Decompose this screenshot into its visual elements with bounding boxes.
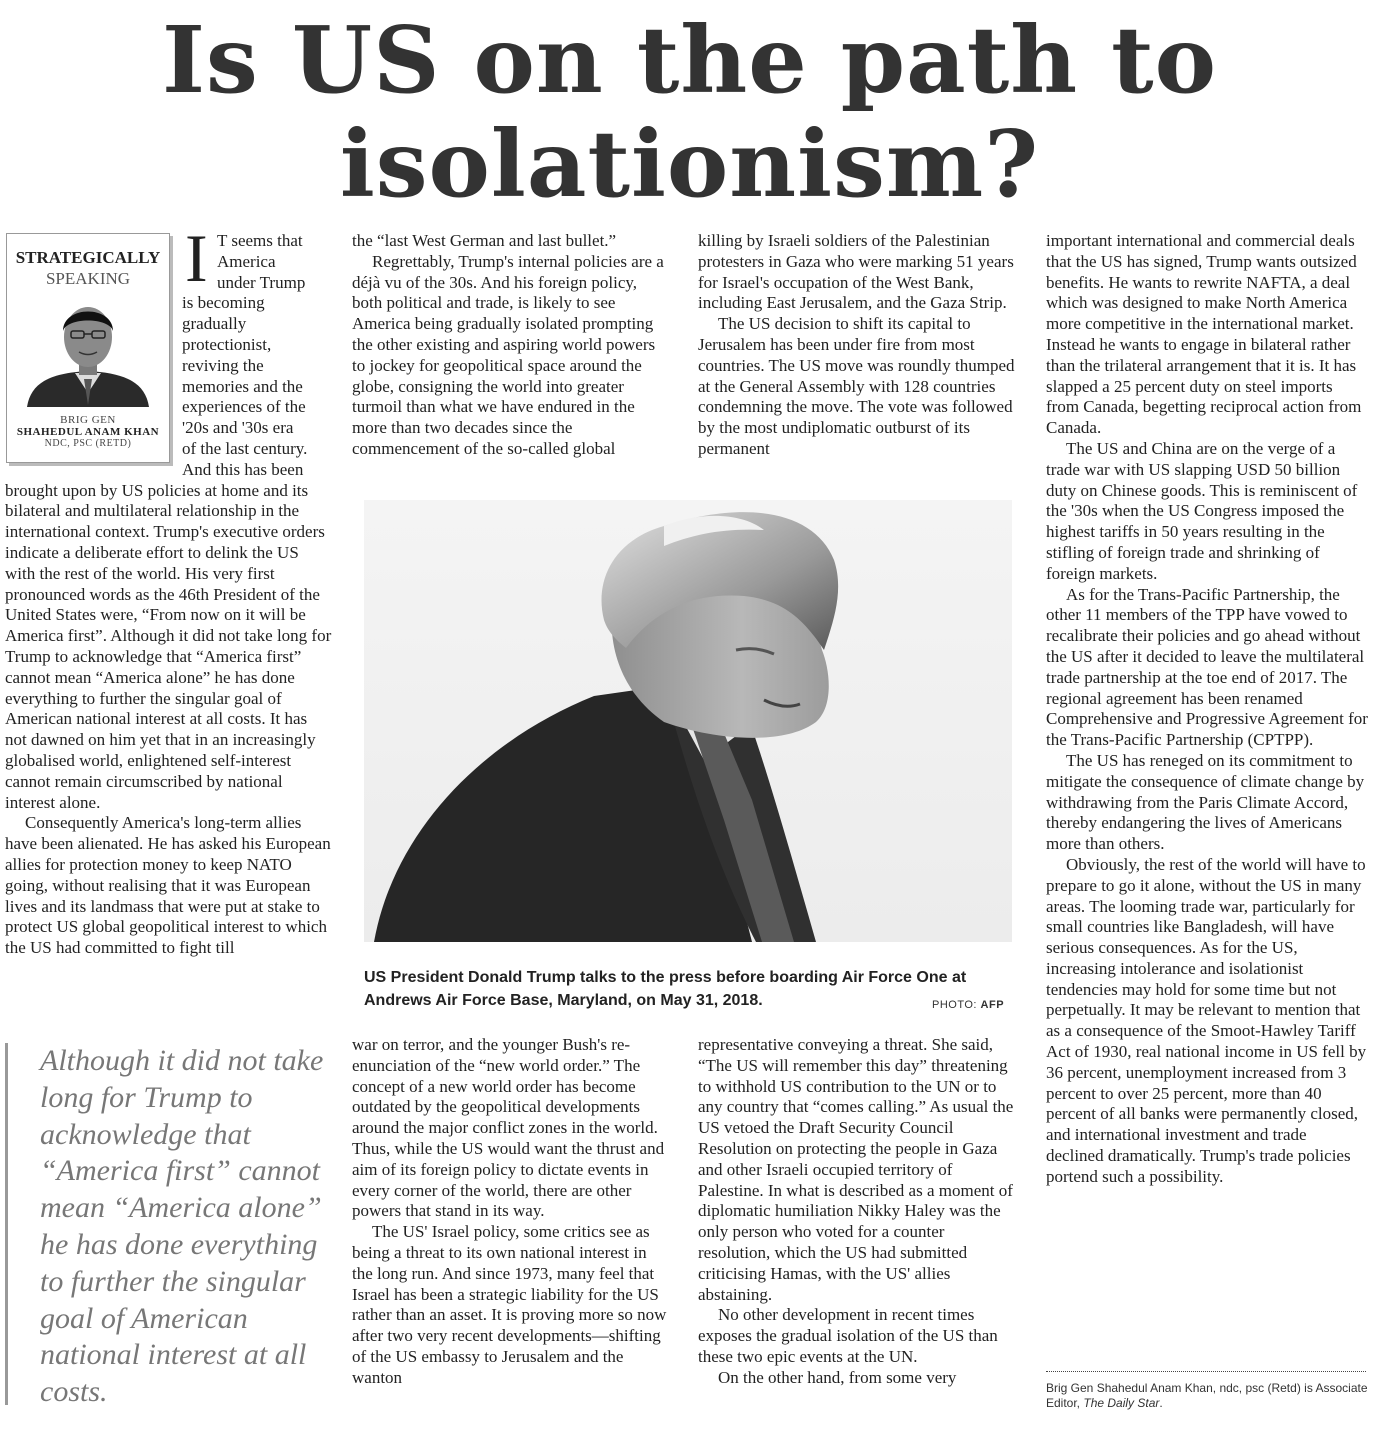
paragraph: The US has reneged on its commitment to mitigate the consequence of climate change by withdrawing from the Paris Climate Accord, thereby endangering the lives of Americans more than others. bbox=[1046, 750, 1365, 854]
col1-line: And this has been bbox=[182, 459, 304, 479]
author-bio-end: . bbox=[1159, 1396, 1163, 1410]
author-bio-text: Brig Gen Shahedul Anam Khan, ndc, psc (Retd) is Associate Editor, bbox=[1046, 1381, 1368, 1410]
col1-line: protectionist, bbox=[182, 334, 272, 354]
author-name: SHAHEDUL ANAM KHAN bbox=[16, 426, 160, 438]
paragraph: Regrettably, Trump's internal policies are a déjà vu of the 30s. And his foreign policy, both political and trade, is likely to see America being gradually isolated prompting the other existing and aspiring world powers to jockey for geopolitical space around the globe, consigning the world into greater turmoil than what we have endured in the more than two decades since the commencement of the so-called global bbox=[352, 251, 664, 458]
col1-line: America bbox=[217, 251, 276, 271]
author-bio bbox=[1046, 1381, 1376, 1411]
col1-line: of the last century. bbox=[182, 438, 308, 458]
column-1-body bbox=[5, 481, 332, 959]
column-4 bbox=[1046, 231, 1368, 1188]
photo-credit-source: AFP bbox=[980, 999, 1005, 1011]
paragraph: The US decision to shift its capital to Jerusalem has been under fire from most countries. The US move was roundly thumped at the General Assembly with 128 countries condemning the move. The vote was followed by the most undiplomatic outburst of its permanent bbox=[698, 314, 1015, 458]
photo-credit bbox=[932, 999, 1004, 1011]
pull-quote bbox=[5, 1043, 338, 1409]
col1-line: reviving the bbox=[182, 355, 264, 375]
drop-cap: I bbox=[185, 220, 208, 296]
headline: Is US on the path to isolationism? bbox=[162, 6, 1217, 218]
paragraph: the “last West German and last bullet.” bbox=[352, 231, 617, 250]
news-photo bbox=[364, 500, 1012, 942]
photo-caption: US President Donald Trump talks to the press before boarding Air Force One at Andrews Air Force Base, Maryland, on May 31, 2018. bbox=[364, 969, 967, 1009]
col1-line: memories and the bbox=[182, 376, 303, 396]
column-2-top bbox=[352, 231, 670, 460]
column-2-bottom bbox=[352, 1035, 670, 1389]
paragraph: brought upon by US policies at home and its bilateral and multilateral relationship in the international context. Trump's executive orders indicate a deliberate effort to delink the US with the rest of the world. His very first pronounced words as the 46th President of the United States were, “From now on it will be America first”. Although it did not take long for Trump to acknowledge that “America first” cannot mean “America alone” he has done everything to further the singular goal of American national interest at all costs. It has not dawned on him yet that in an increasingly globalised world, enlightened self-interest cannot remain circumscribed by national interest alone. bbox=[5, 480, 332, 812]
publication-name: The Daily Star bbox=[1083, 1396, 1160, 1410]
author-rank: BRIG GEN bbox=[60, 414, 116, 426]
column-3-bottom bbox=[698, 1035, 1020, 1389]
paragraph: war on terror, and the younger Bush's re-enunciation of the “new world order.” The concept of a new world order has become outdated by the geopolitical developments around the major conflict zones in the world. Thus, while the US would want the thrust and aim of its foreign policy to dictate events in every corner of the world, there are other powers that stand in its way. bbox=[352, 1035, 665, 1221]
photo-credit-label: PHOTO: bbox=[932, 999, 977, 1011]
col1-line: under Trump bbox=[217, 272, 306, 292]
paragraph: killing by Israeli soldiers of the Palestinian protesters in Gaza who were marking 51 years for Israel's occupation of the West Bank, including East Jerusalem, and the Gaza Strip. bbox=[698, 231, 1014, 313]
column-kicker: STRATEGICALLY bbox=[15, 248, 161, 267]
paragraph: As for the Trans-Pacific Partnership, the other 11 members of the TPP have vowed to recalibrate their policies and go ahead without the US after it decided to leave the multilateral trade partnership at the toe end of 2017. The regional agreement has been renamed Comprehensive and Progressive Agreement for the Trans-Pacific Partnership (CPTPP). bbox=[1046, 584, 1368, 750]
col1-line: T seems that bbox=[217, 231, 303, 250]
paragraph: The US' Israel policy, some critics see as being a threat to its own national interest in the long run. And since 1973, many feel that Israel has been a strategic liability for the US rather than an asset. It is proving more so now after two very recent developments—shifting of the US embassy to Jerusalem and the wanton bbox=[352, 1222, 667, 1387]
paragraph: No other development in recent times exposes the gradual isolation of the US than these two epic events at the UN. bbox=[698, 1305, 998, 1366]
paragraph: The US and China are on the verge of a trade war with US slapping USD 50 billion duty on Chinese goods. This is reminiscent of the '30s when the US Congress imposed the highest tariffs in 50 years resulting in the stifling of foreign trade and shrinking of foreign markets. bbox=[1046, 438, 1358, 583]
paragraph: On the other hand, from some very bbox=[718, 1367, 957, 1387]
author-suffix: NDC, PSC (RETD) bbox=[44, 438, 132, 449]
column-3-top bbox=[698, 231, 1020, 460]
col1-line: gradually bbox=[182, 314, 247, 334]
col1-line: experiences of the bbox=[182, 397, 306, 417]
paragraph: Consequently America's long-term allies have been alienated. He has asked his European allies for protection money to keep NATO going, without realising that it was European lives and its landmass that were put at stake to protect US global geopolitical interest to which the US had committed to fight till bbox=[5, 813, 331, 958]
author-portrait bbox=[23, 295, 153, 407]
column-kicker-sub: SPEAKING bbox=[45, 269, 131, 288]
col1-line: is becoming bbox=[182, 293, 265, 313]
footer-divider bbox=[1046, 1371, 1366, 1372]
paragraph: important international and commercial deals that the US has signed, Trump wants outsized benefits. He wants to rewrite NAFTA, a deal which was designed to make North America more competitive in the international market. Instead he wants to engage in bilateral rather than the trilateral arrangement that it is. It has slapped a 25 percent duty on steel imports from Canada, begetting reciprocal action from Canada. bbox=[1046, 231, 1362, 438]
paragraph: representative conveying a threat. She said, “The US will remember this day” threatening to withhold US contribution to the UN or to any country that “comes calling.” As usual the US vetoed the Draft Security Council Resolution on protecting the people in Gaza and other Israeli occupied territory of Palestine. In what is described as a moment of diplomatic humiliation Nikky Haley was the only person who voted for a counter resolution, which the US had submitted criticising Hamas, with the US' allies abstaining. bbox=[698, 1035, 1014, 1304]
column-1-wrap-b bbox=[182, 293, 337, 480]
col1-line: '20s and '30s era bbox=[182, 418, 294, 438]
pull-quote-text: Although it did not take long for Trump to acknowledge that “America first” cannot mean “America alone” he has done everything to further the singular goal of American national interest at all costs. bbox=[40, 1044, 324, 1409]
paragraph: Obviously, the rest of the world will have to prepare to go it alone, without the US in many areas. The looming trade war, particularly for small countries like Bangladesh, will have serious consequences. As for the US, increasing intolerance and isolationist tendencies may hold for some time but not perpetually. It may be relevant to mention that as a consequence of the Smoot-Hawley Tariff Act of 1930, real national income in US fell by 36 percent, unemployment increased from 3 percent to over 25 percent, more than 40 percent of all banks were permanently closed, and international investment and trade declined dramatically. Trump's trade policies portend such a possibility. bbox=[1046, 854, 1367, 1186]
column-box bbox=[6, 233, 170, 463]
column-1-wrap bbox=[217, 231, 337, 293]
